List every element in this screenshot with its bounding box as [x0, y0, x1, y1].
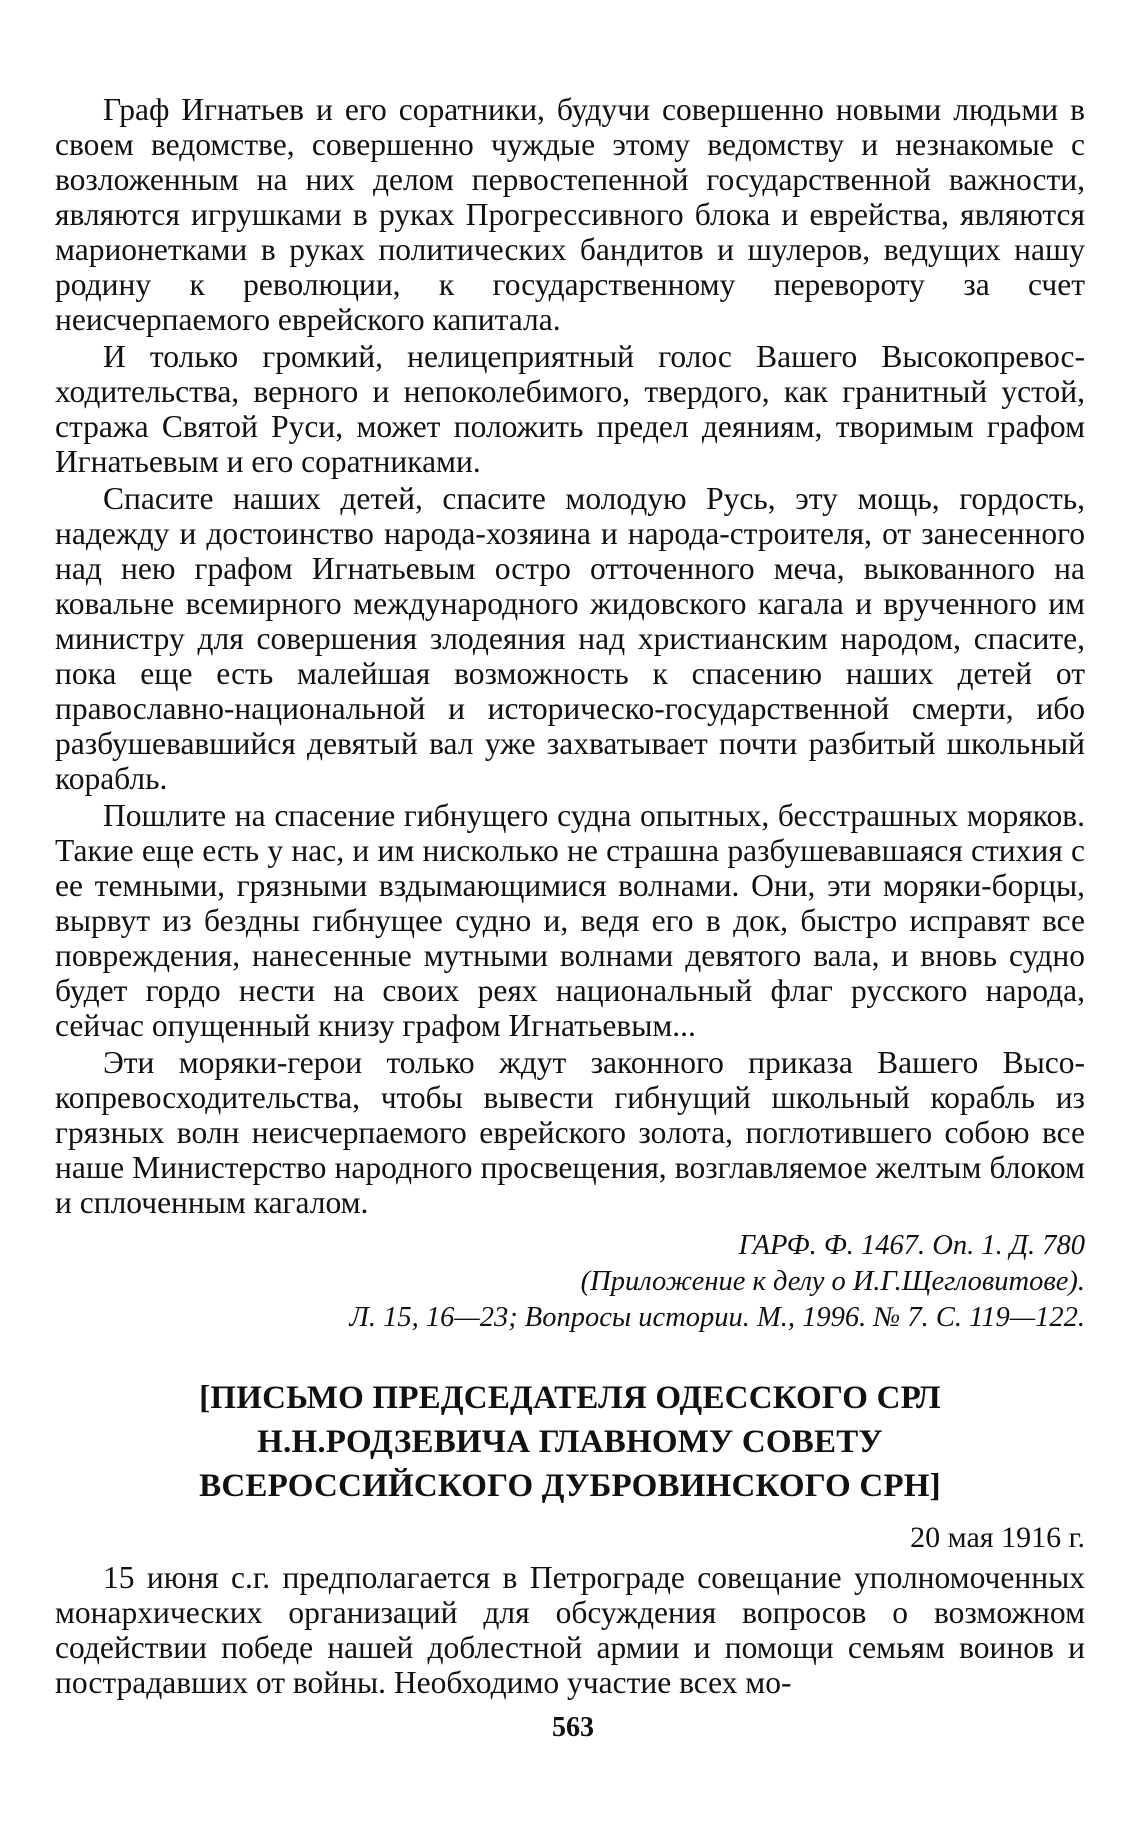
- document-title-line-3: ВСЕРОССИЙСКОГО ДУБРОВИНСКОГО СРН]: [199, 1468, 941, 1504]
- letter-paragraph-1: 15 июня с.г. предполагается в Петрограде совещание уполномоченных монархических организаций для обсуждения вопросов о возможном содействии победе нашей доблестной армии и помощи семьям воинов и пострадавших от войны. Необходимо участие всех мо-: [55, 1560, 1085, 1700]
- source-line-1: ГАРФ. Ф. 1467. Оп. 1. Д. 780: [738, 1230, 1085, 1261]
- document-title-line-1: [ПИСЬМО ПРЕДСЕДАТЕЛЯ ОДЕССКОГО СРЛ: [199, 1380, 941, 1416]
- page-number: 563: [552, 1712, 594, 1743]
- document-title-line-2: Н.Н.РОДЗЕВИЧА ГЛАВНОМУ СОВЕТУ: [257, 1424, 883, 1460]
- document-title: [55, 1376, 1085, 1508]
- paragraph-2: И только громкий, нелицеприятный голос Вашего Высокопревосходительства, верного и непоколебимого, твердого, как гранитный устой, стража Святой Руси, может положить предел деяниям, творимым графом Игнатьевым и его соратниками.: [55, 339, 1085, 479]
- page-body: [55, 92, 1085, 1700]
- archival-source-citation: [55, 1228, 1085, 1336]
- paragraph-3: Спасите наших детей, спасите молодую Русь, эту мощь, гордость, надежду и достоинство народа-хозяина и народа-строителя, от занесенного над нею графом Игнатьевым остро отточенного меча, выкованного на ковальне всемирного международного жидовского кагала и врученного им министру для совершения злодеяния над христианским народом, спасите, пока еще есть малейшая возможность к спасению наших детей от православно-национальной и историческо-государственной смерти, ибо разбушевавшийся девятый вал уже захватывает почти разбитый школьный корабль.: [55, 481, 1085, 796]
- paragraph-1: Граф Игнатьев и его соратники, будучи совершенно новыми людьми в своем ведомстве, совершенно чуждые этому ведомству и незнакомые с возложенным на них делом первостепенной государственной важности, являются игрушками в руках Прогрессивного блока и еврейства, являются марионетками в руках политических бандитов и шулеров, ведущих нашу родину к революции, к государственному перевороту за счет неисчерпаемого еврейского капитала.: [55, 92, 1085, 337]
- source-line-3: Л. 15, 16—23; Вопросы истории. М., 1996. № 7. С. 119—122.: [349, 1302, 1085, 1333]
- document-date: 20 мая 1916 г.: [910, 1521, 1085, 1554]
- source-line-2: (Приложение к делу о И.Г.Щегловитове).: [580, 1266, 1085, 1297]
- paragraph-5: Эти моряки-герои только ждут законного приказа Вашего Высокопревосходительства, чтобы вывести гибнущий школьный корабль из грязных волн неисчерпаемого еврейского золота, поглотившего собою все наше Министерство народного просвещения, возглавляемое желтым блоком и сплоченным кагалом.: [55, 1045, 1085, 1220]
- paragraph-4: Пошлите на спасение гибнущего судна опытных, бесстрашных моряков. Такие еще есть у нас, и им нисколько не страшна разбушевавшаяся стихия с ее темными, грязными вздымающимися волнами. Они, эти моряки-борцы, вырвут из бездны гибнущее судно и, ведя его в док, быстро исправят все повреждения, нанесенные мутными волнами девятого вала, и вновь судно будет гордо нести на своих реях национальный флаг русского народа, сейчас опущенный книзу графом Игнатьевым...: [55, 798, 1085, 1043]
